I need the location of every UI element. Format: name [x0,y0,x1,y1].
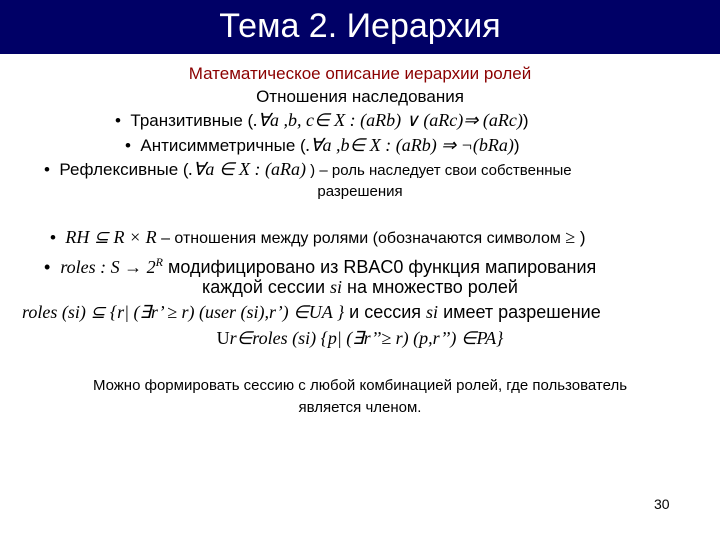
f1-formula: roles (si) ⊆ {r| (∃r’ ≥ r) (user (si),r’) ∈UA } [22,302,345,322]
b5-formula: roles : S → 2 [60,257,156,277]
b2-close: ) [513,136,520,155]
bullet-icon: • [125,136,141,155]
b2-formula: .∀a ,b∈ X : (aRb) ⇒ ¬(bRa) [305,135,514,155]
f2-formula: r∈roles (si) {p| (∃r’’≥ r) (p,r’’) ∈PA} [229,328,504,348]
bullet-icon: • [44,160,60,179]
formula-union [0,328,720,349]
b1-label: Транзитивные ( [130,111,254,130]
bullet-icon: • [50,228,66,247]
b5-continuation [0,277,720,297]
f1-si: si [426,302,439,322]
b4-symbol: ≥ [565,227,576,247]
b4-close: ) [575,228,586,247]
b3-text: ) – роль наследует свои собственные [306,162,572,179]
page-number: 30 [654,496,670,512]
b1-close: ) [522,111,529,130]
bullet-icon: • [115,111,131,130]
bullet-roles [44,252,596,277]
b3-formula: .∀a ∈ X : (aRa) [188,159,307,179]
b5-text: модифицировано из RBAC0 функция мапирования [162,257,597,277]
b5-cont2: на множество ролей [342,277,518,297]
bullet-rh [50,227,586,249]
heading: Математическое описание иерархии ролей [188,64,532,83]
b1-formula: .∀a ,b, c∈ X : (aRb) ∨ (aRc)⇒ (aRc) [253,110,523,130]
f2-union: U [216,328,230,348]
b2-label: Антисимметричные ( [140,136,306,155]
b5-cont1: каждой сессии [202,277,331,297]
f1-text: и сессия [344,302,427,322]
bullet-transitive [115,110,529,131]
b5-si: si [330,277,343,297]
note-line-1: Можно формировать сессию с любой комбинацией ролей, где пользователь [92,377,628,394]
bullet-antisymmetric [125,135,520,156]
b4-text: – отношения между ролями (обозначаются символом [156,230,566,247]
bullet-reflexive [44,159,572,181]
subheading: Отношения наследования [256,87,464,106]
f1-text2: имеет разрешение [438,302,601,322]
b3-label: Рефлексивные ( [59,160,189,179]
bullet-icon: • [44,257,61,277]
formula-roles-si [22,302,601,322]
slide-title: Тема 2. Иерархия [219,7,501,45]
note-line-2: является членом. [298,399,422,416]
b4-formula: RH ⊆ R × R [65,227,157,247]
b3-continuation: разрешения [317,183,403,200]
b5-sup: R [155,255,163,269]
